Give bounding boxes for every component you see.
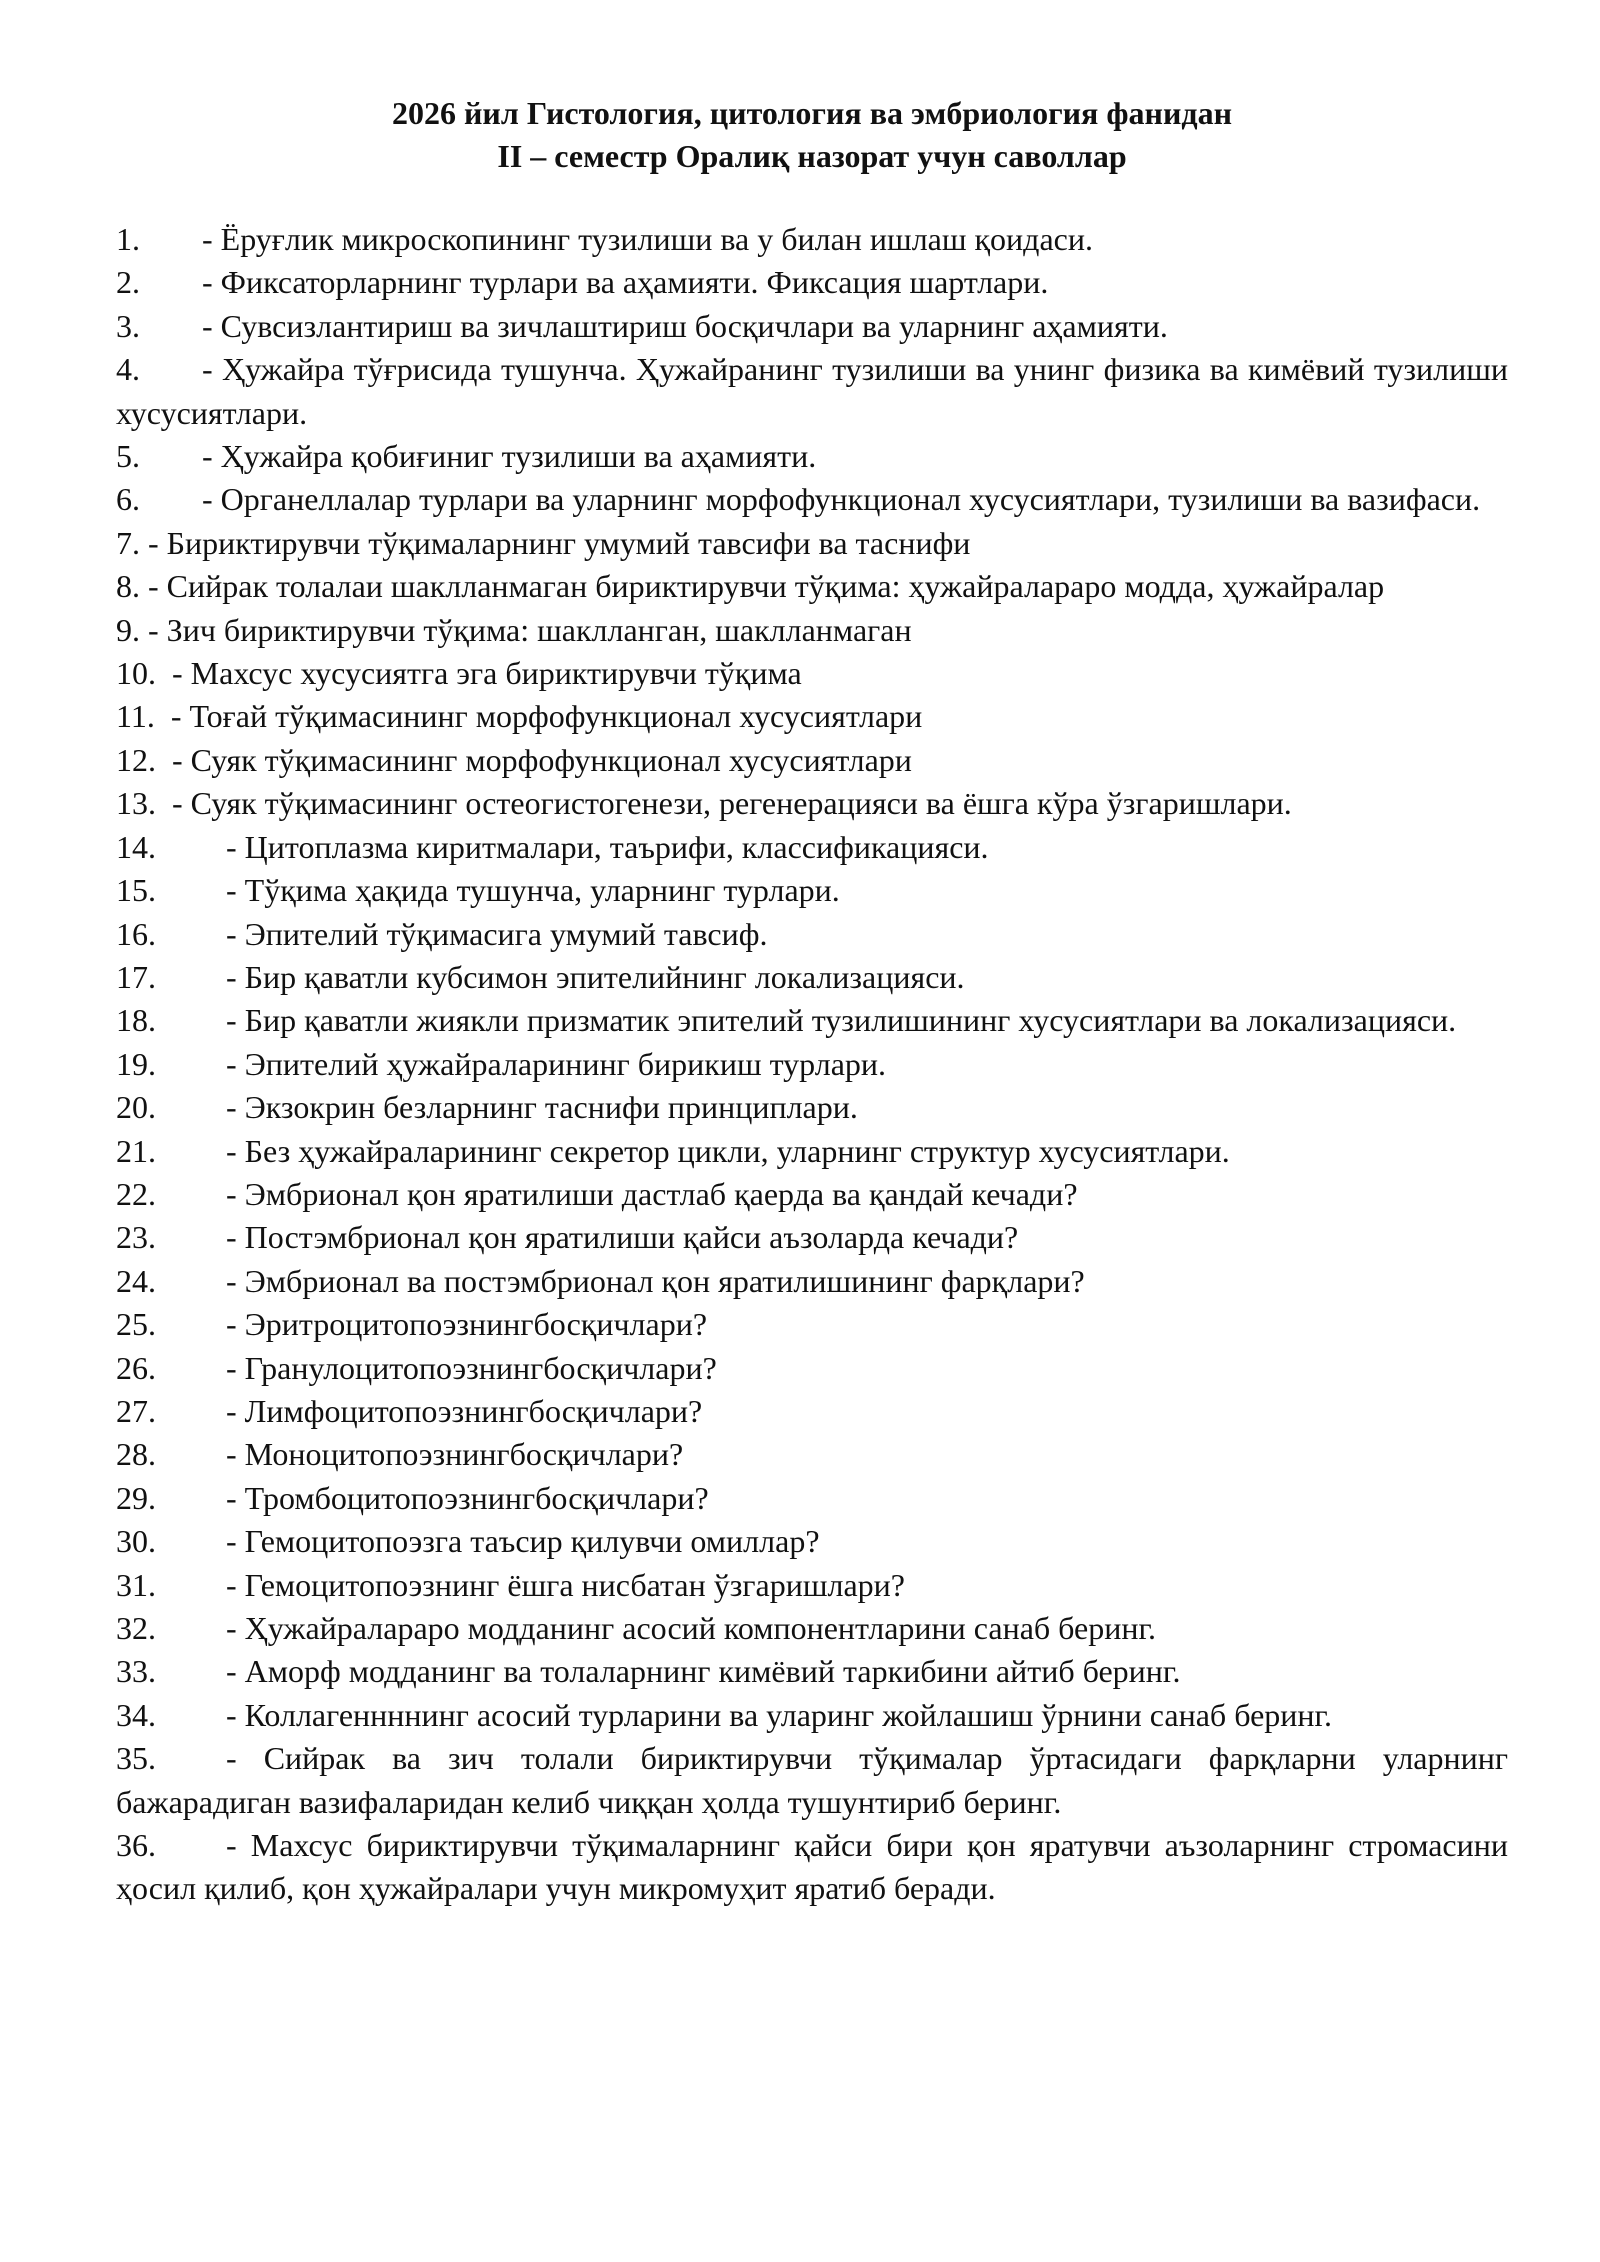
- question-item: [116, 1347, 1508, 1390]
- question-number: 5.: [116, 438, 140, 475]
- question-item: [116, 261, 1508, 304]
- question-number: 7.: [116, 524, 140, 561]
- question-item: [116, 1824, 1508, 1911]
- question-number: 18.: [116, 1002, 156, 1039]
- question-number: 1.: [116, 221, 140, 257]
- question-text: - Органеллалар турлари ва уларнинг морфофункционал хусусиятлари, тузилиши ва вазифаси.: [202, 481, 1481, 518]
- question-text: - Гемоцитопоэзнинг ёшга нисбатан ўзгаришлари?: [226, 1566, 905, 1603]
- question-number: 20.: [116, 1089, 156, 1126]
- question-number: 17.: [116, 958, 156, 995]
- question-number: 25.: [116, 1306, 156, 1343]
- question-item: [116, 522, 1508, 565]
- question-text: - Экзокрин безларнинг таснифи принциплари.: [226, 1089, 858, 1126]
- question-item: [116, 999, 1508, 1042]
- question-item: [116, 1433, 1508, 1476]
- question-item: [116, 1390, 1508, 1433]
- question-number: 32.: [116, 1610, 156, 1646]
- question-text: - Сувсизлантириш ва зичлаштириш босқичлари ва уларнинг аҳамияти.: [202, 307, 1168, 344]
- question-number: 23.: [116, 1219, 156, 1256]
- question-text: - Зич бириктирувчи тўқима: шаклланган, шаклланмаган: [148, 611, 912, 648]
- question-item: [116, 739, 1508, 782]
- question-text: - Постэмбрионал қон яратилиши қайси аъзоларда кечади?: [226, 1219, 1019, 1256]
- question-text: - Сийрак ва зич толали бириктирувчи тўқималар ўртасидаги фарқларни уларнинг бажарадиган вазифаларидан келиб чиққан ҳолда тушунтириб беринг.: [116, 1740, 1508, 1820]
- question-item: [116, 1260, 1508, 1303]
- question-item: [116, 1564, 1508, 1607]
- question-text: - Аморф модданинг ва толаларнинг кимёвий таркибини айтиб беринг.: [226, 1653, 1181, 1690]
- question-text: - Эмбрионал ва постэмбрионал қон яратилишининг фарқлари?: [226, 1262, 1085, 1299]
- question-item: [116, 348, 1508, 435]
- question-number: 35.: [116, 1740, 156, 1777]
- question-item: [116, 1694, 1508, 1737]
- question-text: - Гранулоцитопоэзнингбосқичлари?: [226, 1349, 717, 1386]
- question-item: [116, 1477, 1508, 1520]
- question-item: [116, 1737, 1508, 1824]
- question-text: - Махсус бириктирувчи тўқималарнинг қайси бири қон яратувчи аъзоларнинг стромасини ҳосил қилиб, қон ҳужайралари учун микромуҳит яратиб беради.: [116, 1827, 1508, 1907]
- document-page: [116, 92, 1508, 1911]
- question-number: 21.: [116, 1132, 156, 1169]
- question-item: [116, 1520, 1508, 1563]
- question-item: [116, 782, 1508, 825]
- question-number: 6.: [116, 481, 140, 518]
- question-number: 29.: [116, 1479, 156, 1516]
- question-text: - Бир қаватли кубсимон эпителийнинг локализацияси.: [226, 958, 965, 995]
- document-title-line-1: 2026 йил Гистология, цитология ва эмбриология фанидан: [391, 95, 1232, 131]
- question-number: 27.: [116, 1392, 156, 1429]
- question-item: [116, 1650, 1508, 1693]
- question-item: [116, 956, 1508, 999]
- question-text: - Эпителий тўқимасига умумий тавсиф.: [226, 915, 768, 952]
- question-number: 33.: [116, 1653, 156, 1690]
- question-number: 2.: [116, 264, 140, 301]
- question-text: - Ҳужайралараро модданинг асосий компонентларини санаб беринг.: [226, 1610, 1156, 1646]
- question-text: - Суяк тўқимасининг морфофункционал хусусиятлари: [172, 741, 912, 778]
- question-text: - Ҳужайра қобиғиниг тузилиши ва аҳамияти.: [202, 438, 817, 475]
- question-text: - Цитоплазма киритмалари, таърифи, классификацияси.: [226, 828, 989, 865]
- question-number: 3.: [116, 307, 140, 344]
- question-item: [116, 218, 1508, 261]
- question-number: 4.: [116, 351, 140, 388]
- question-item: [116, 652, 1508, 695]
- question-text: - Эмбрионал қон яратилиши дастлаб қаерда ва қандай кечади?: [226, 1175, 1078, 1212]
- question-text: - Бир қаватли жиякли призматик эпителий тузилишининг хусусиятлари ва локализацияси.: [226, 1002, 1457, 1039]
- question-item: [116, 1607, 1508, 1650]
- question-item: [116, 565, 1508, 608]
- question-text: - Моноцитопоэзнингбосқичлари?: [226, 1436, 684, 1473]
- question-text: - Без ҳужайраларининг секретор цикли, уларнинг структур хусусиятлари.: [226, 1132, 1230, 1169]
- question-item: [116, 869, 1508, 912]
- question-item: [116, 478, 1508, 521]
- question-number: 36.: [116, 1827, 156, 1864]
- question-item: [116, 1043, 1508, 1086]
- question-number: 10.: [116, 655, 156, 692]
- question-text: - Суяк тўқимасининг остеогистогенези, регенерацияси ва ёшга кўра ўзгаришлари.: [172, 785, 1292, 822]
- question-text: - Фиксаторларнинг турлари ва аҳамияти. Фиксация шартлари.: [202, 264, 1049, 301]
- question-item: [116, 913, 1508, 956]
- question-number: 11.: [116, 698, 155, 735]
- question-number: 30.: [116, 1523, 156, 1560]
- question-number: 15.: [116, 872, 156, 909]
- question-text: - Коллагеннннинг асосий турларини ва уларинг жойлашиш ўрнини санаб беринг.: [226, 1696, 1333, 1733]
- question-item: [116, 609, 1508, 652]
- question-item: [116, 695, 1508, 738]
- question-number: 9.: [116, 611, 140, 648]
- question-text: - Эпителий ҳужайраларининг бирикиш турлари.: [226, 1045, 887, 1082]
- question-item: [116, 435, 1508, 478]
- question-item: [116, 1303, 1508, 1346]
- question-text: - Сийрак толалаи шаклланмаган бириктирувчи тўқима: ҳужайралараро модда, ҳужайралар: [148, 568, 1385, 605]
- question-list: [116, 218, 1508, 1911]
- question-text: - Ҳужайра тўғрисида тушунча. Ҳужайранинг тузилиши ва унинг физика ва кимёвий тузилиши хусусиятлари.: [116, 351, 1508, 431]
- question-item: [116, 1086, 1508, 1129]
- question-number: 8.: [116, 568, 140, 605]
- question-text: - Тоғай тўқимасининг морфофункционал хусусиятлари: [170, 698, 923, 735]
- question-number: 26.: [116, 1349, 156, 1386]
- question-number: 16.: [116, 915, 156, 952]
- question-number: 14.: [116, 828, 156, 865]
- question-text: - Тромбоцитопоэзнингбосқичлари?: [226, 1479, 709, 1516]
- question-item: [116, 1173, 1508, 1216]
- question-text: - Гемоцитопоэзга таъсир қилувчи омиллар?: [226, 1523, 820, 1560]
- question-item: [116, 1130, 1508, 1173]
- question-item: [116, 1216, 1508, 1259]
- question-number: 34.: [116, 1696, 156, 1733]
- question-number: 12.: [116, 741, 156, 778]
- question-number: 24.: [116, 1262, 156, 1299]
- question-item: [116, 305, 1508, 348]
- question-text: - Ёруғлик микроскопининг тузилиши ва у билан ишлаш қоидаси.: [202, 221, 1093, 257]
- question-number: 28.: [116, 1436, 156, 1473]
- question-number: 22.: [116, 1175, 156, 1212]
- question-text: - Тўқима ҳақида тушунча, уларнинг турлари.: [226, 872, 840, 909]
- question-number: 19.: [116, 1045, 156, 1082]
- question-text: - Бириктирувчи тўқималарнинг умумий тавсифи ва таснифи: [148, 524, 971, 561]
- question-text: - Махсус хусусиятга эга бириктирувчи тўқима: [172, 655, 802, 692]
- document-title-line-2: II – семестр Оралиқ назорат учун саволлар: [497, 138, 1127, 174]
- question-number: 13.: [116, 785, 156, 822]
- question-item: [116, 826, 1508, 869]
- question-text: - Лимфоцитопоэзнингбосқичлари?: [226, 1392, 703, 1429]
- question-text: - Эритроцитопоэзнингбосқичлари?: [226, 1306, 708, 1343]
- question-number: 31.: [116, 1566, 156, 1603]
